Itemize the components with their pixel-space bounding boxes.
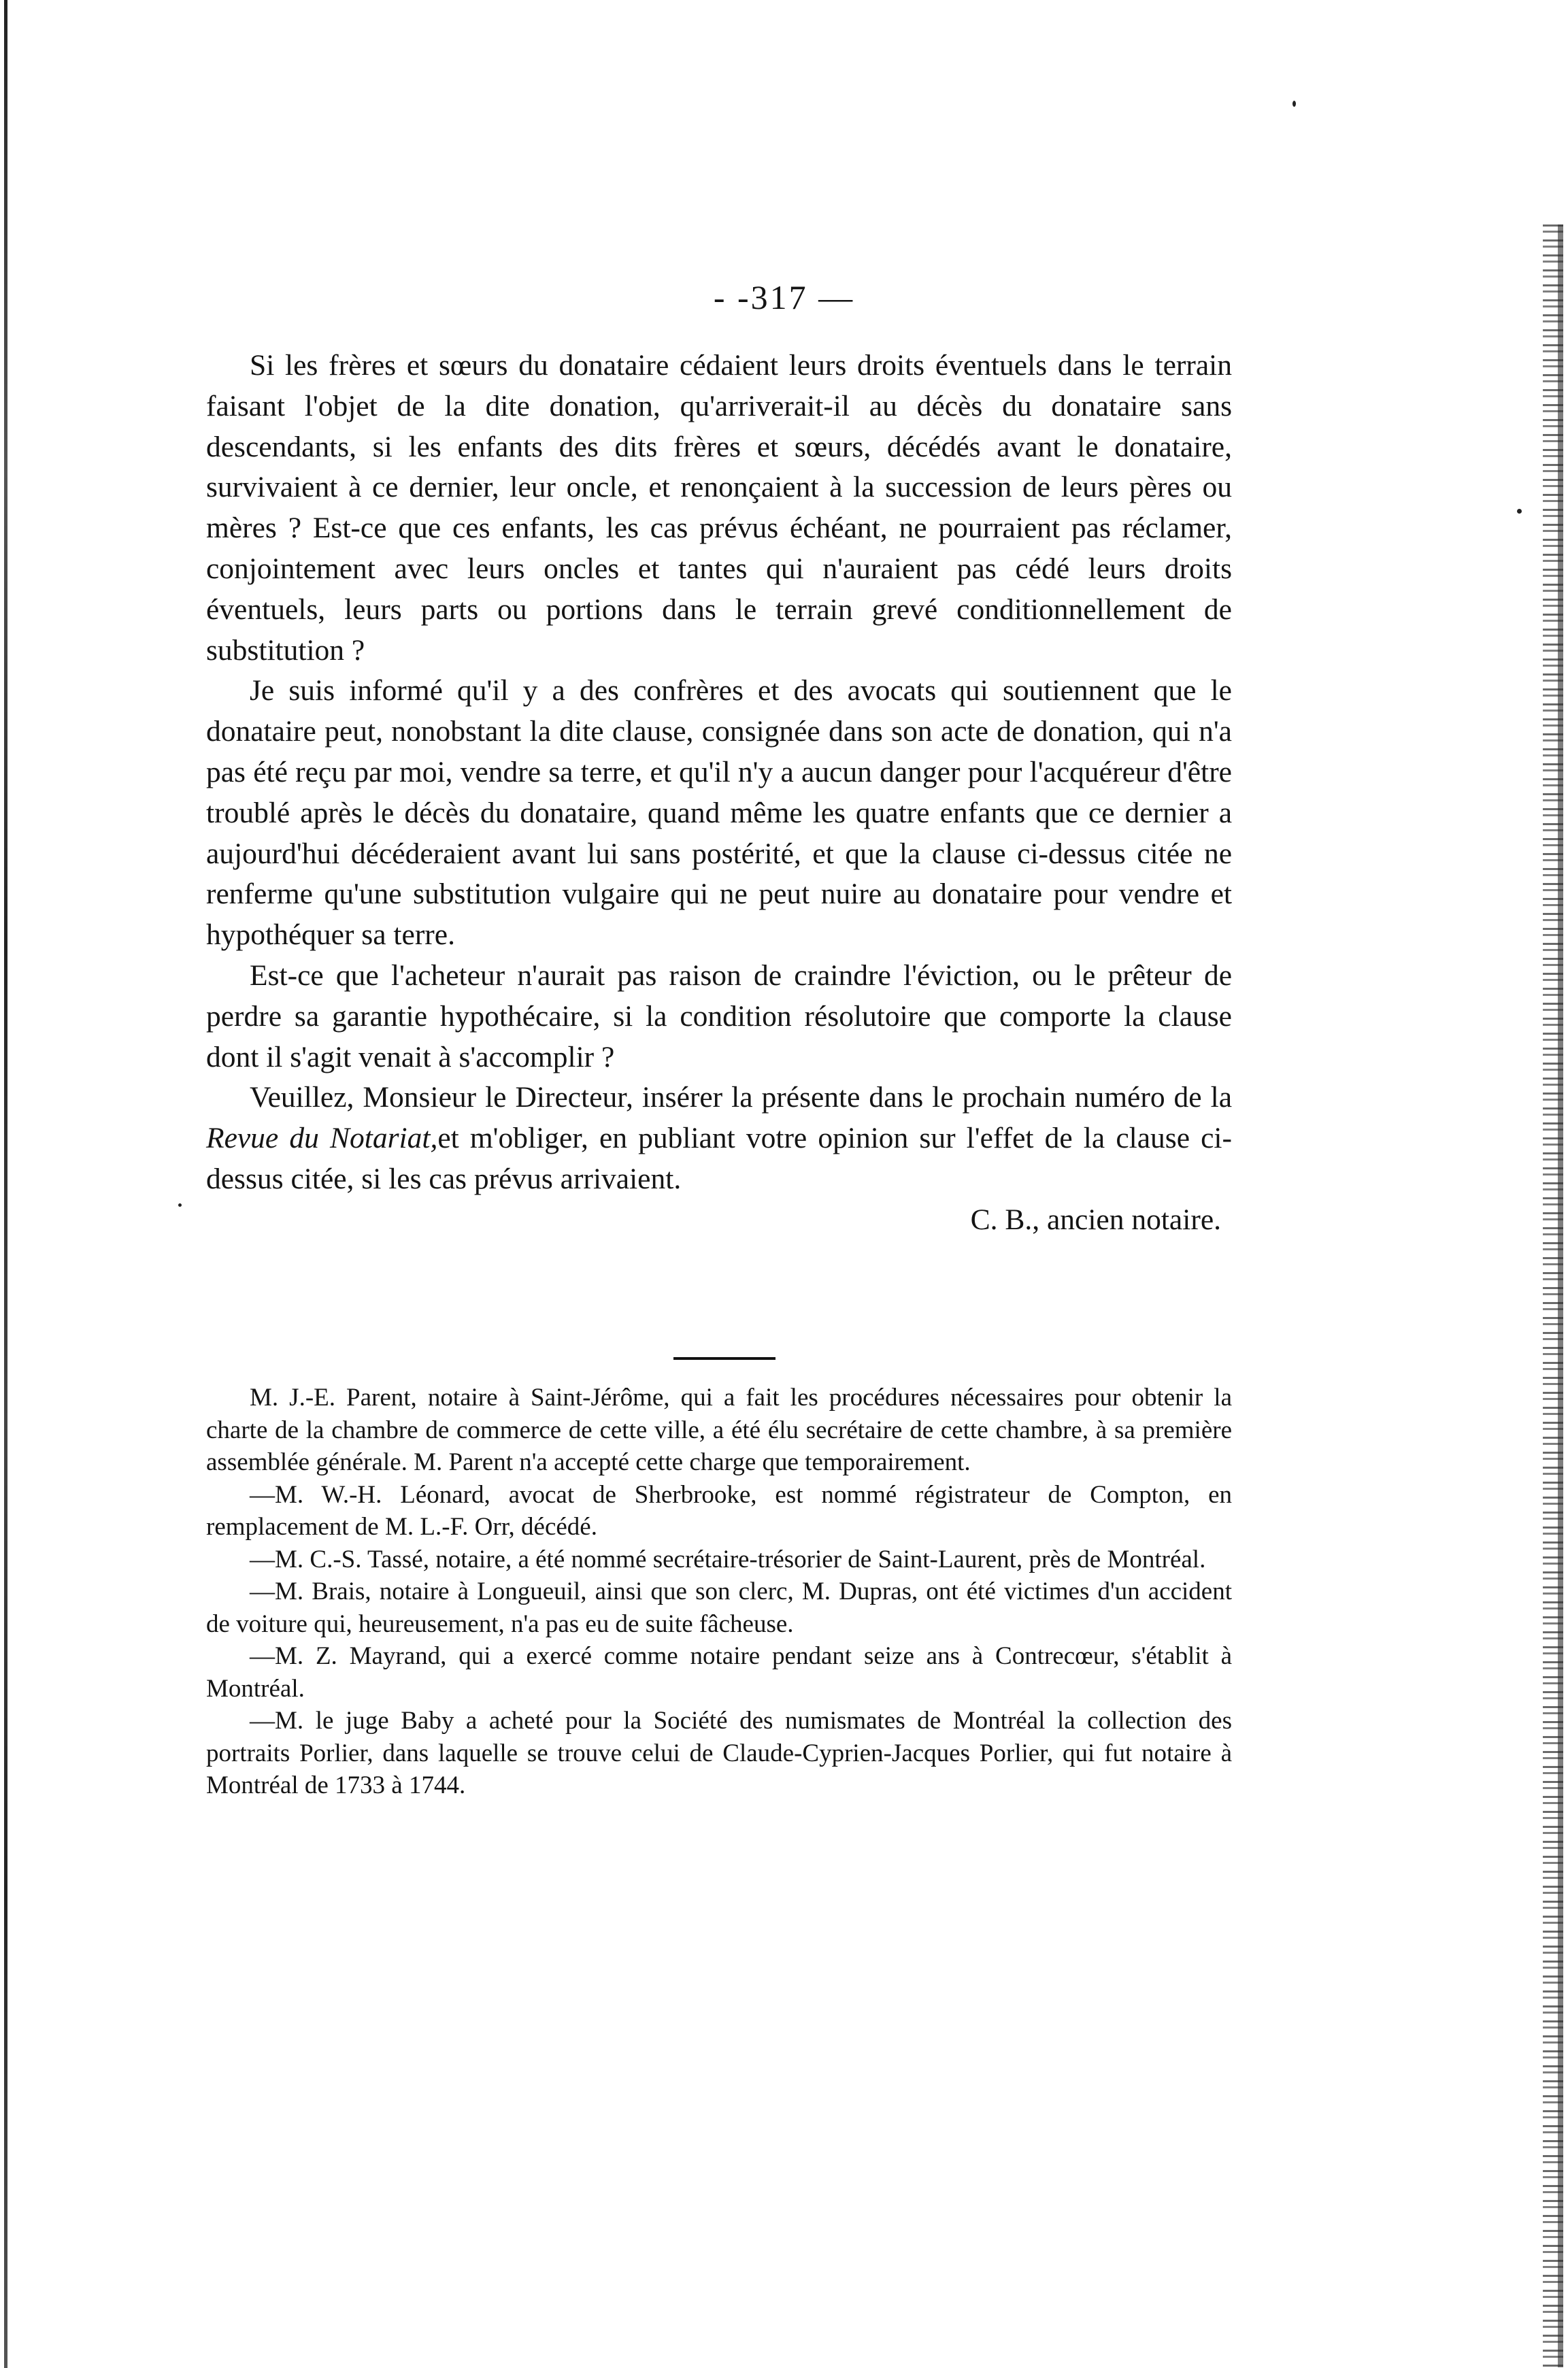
signature-line: [206, 1200, 1232, 1241]
closing-text: Veuillez, Monsieur le Directeur, insérer la présente dans le prochain numéro de la: [250, 1081, 1232, 1114]
news-note: —M. W.-H. Léonard, avocat de Sherbrooke, est nommé régistrateur de Compton, en remplacement de M. L.-F. Orr, décédé.: [206, 1480, 1232, 1541]
letter-body: [206, 346, 1232, 1241]
signature: C. B., ancien notaire.: [970, 1203, 1221, 1236]
news-note: —M. C.-S. Tassé, notaire, a été nommé secrétaire-trésorier de Saint-Laurent, près de Montréal.: [250, 1545, 1206, 1573]
letter-closing-paragraph: [206, 1078, 1232, 1199]
letter-paragraph: Est-ce que l'acheteur n'aurait pas raison de craindre l'éviction, ou le prêteur de perdre sa garantie hypothécaire, si la condition résolutoire que comporte la clause dont il s'agit venait à s'accomplir ?: [206, 958, 1232, 1073]
scan-speck: [178, 1203, 182, 1207]
letter-paragraph: Si les frères et sœurs du donataire cédaient leurs droits éventuels dans le terrain faisant l'objet de la dite donation, qu'arriverait-il au décès du donataire sans descendants, si les enfants des dits frères et sœurs, décédés avant le donataire, survivaient à ce dernier, leur oncle, et renonçaient à la succession de leurs pères ou mères ? Est-ce que ces enfants, les cas prévus échéant, ne pourraient pas réclamer, conjointement avec leurs oncles et tantes qui n'auraient pas cédé leurs droits éventuels, leurs parts ou portions dans le terrain grevé conditionnellement de substitution ?: [206, 349, 1232, 667]
scan-speck: [1517, 509, 1522, 514]
closing-text-continued: et m'obliger, en publiant votre opinion sur l'effet de la clause ci-dessus citée, si les cas prévus arrivaient.: [206, 1122, 1233, 1195]
news-note: M. J.-E. Parent, notaire à Saint-Jérôme, qui a fait les procédures nécessaires pour obtenir la charte de la chambre de commerce de cette ville, a été élu secrétaire de cette chambre, à sa première assemblée générale. M. Parent n'a accepté cette charge que temporairement.: [206, 1384, 1232, 1476]
news-note: —M. Z. Mayrand, qui a exercé comme notaire pendant seize ans à Contrecœur, s'établit à Montréal.: [206, 1642, 1232, 1703]
page-number: - -317 —: [713, 278, 855, 316]
scan-right-edge-shadow: [1558, 224, 1563, 2367]
scan-speck: [1292, 101, 1296, 107]
scan-left-edge: [4, 0, 7, 2368]
news-notes: [206, 1382, 1232, 1802]
news-note: —M. Brais, notaire à Longueuil, ainsi que son clerc, M. Dupras, ont été victimes d'un accident de voiture qui, heureusement, n'a pas eu de suite fâcheuse.: [206, 1578, 1232, 1638]
letter-paragraph: Je suis informé qu'il y a des confrères et des avocats qui soutiennent que le donataire peut, nonobstant la dite clause, consignée dans son acte de donation, qui n'a pas été reçu par moi, vendre sa terre, et qu'il n'y a aucun danger pour l'acquéreur d'être troublé après le décès du donataire, quand même les quatre enfants que ce dernier a aujourd'hui décéderaient avant lui sans postérité, et que la clause ci-dessus citée ne renferme qu'une substitution vulgaire qui ne peut nuire au donataire pour vendre et hypothéquer sa terre.: [206, 674, 1232, 952]
news-note: —M. le juge Baby a acheté pour la Société des numismates de Montréal la collection des portraits Porlier, dans laquelle se trouve celui de Claude-Cyprien-Jacques Porlier, qui fut notaire à Montréal de 1733 à 1744.: [206, 1707, 1232, 1799]
section-divider: [673, 1357, 775, 1360]
journal-title: Revue du Notariat,: [206, 1122, 438, 1155]
